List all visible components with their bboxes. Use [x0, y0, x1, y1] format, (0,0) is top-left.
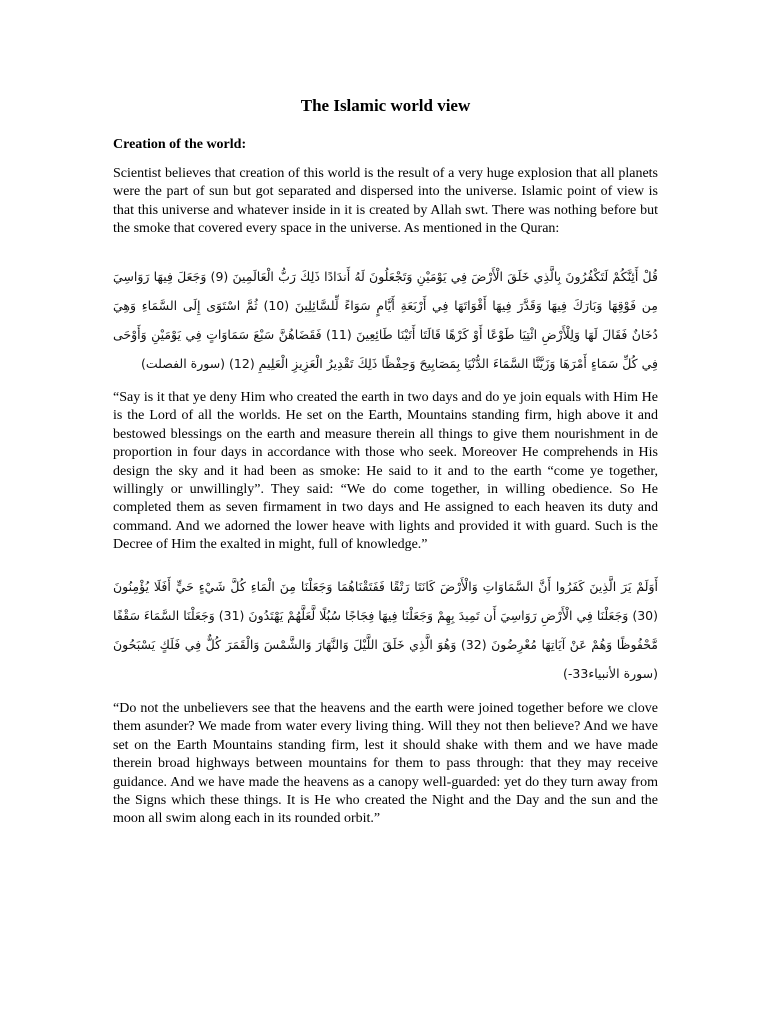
section-heading: Creation of the world: — [113, 137, 247, 152]
arabic-verse-block-2: أَوَلَمْ يَرَ الَّذِينَ كَفَرُوا أَنَّ السَّمَاوَاتِ وَالْأَرْضَ كَانَتَا رَتْقًا فَفَتَقْنَاهُمَا وَجَعَلْنَا مِنَ الْمَاءِ كُلَّ شَيْءٍ حَيٍّ أَفَلَا يُؤْمِنُونَ (30) وَجَعَلْنَا فِي الْأَرْضِ رَوَاسِيَ أَن تَمِيدَ بِهِمْ وَجَعَلْنَا فِيهَا فِجَاجًا سُبُلًا لَّعَلَّهُمْ يَهْتَدُونَ (31) وَجَعَلْنَا السَّمَاءَ سَقْفًا مَّحْفُوظًا وَهُمْ عَنْ آيَاتِهَا مُعْرِضُونَ (32) وَهُوَ الَّذِي خَلَقَ اللَّيْلَ وَالنَّهَارَ وَالشَّمْسَ وَالْقَمَرَ كُلٌّ فِي فَلَكٍ يَسْبَحُونَ (سورة الأنبياء33-) — [113, 579, 659, 681]
arabic-verse-block-1: قُلْ أَئِنَّكُمْ لَتَكْفُرُونَ بِالَّذِي خَلَقَ الْأَرْضَ فِي يَوْمَيْنِ وَتَجْعَلُونَ لَهُ أَندَادًا ذَلِكَ رَبُّ الْعَالَمِينَ (9) وَجَعَلَ فِيهَا رَوَاسِيَ مِن فَوْقِهَا وَبَارَكَ فِيهَا وَقَدَّرَ فِيهَا أَقْوَاتَهَا فِي أَرْبَعَةِ أَيَّامٍ سَوَاءً لِّلسَّائِلِينَ (10) ثُمَّ اسْتَوَى إِلَى السَّمَاءِ وَهِيَ دُخَانٌ فَقَالَ لَهَا وَلِلْأَرْضِ ائْتِيَا طَوْعًا أَوْ كَرْهًا قَالَتَا أَتَيْنَا طَائِعِينَ (11) فَقَضَاهُنَّ سَبْعَ سَمَاوَاتٍ فِي يَوْمَيْنِ وَأَوْحَى فِي كُلِّ سَمَاءٍ أَمْرَهَا وَزَيَّنَّا السَّمَاءَ الدُّنْيَا بِمَصَابِيحَ وَحِفْظًا ذَلِكَ تَقْدِيرُ الْعَزِيزِ الْعَلِيمِ (12) (سورة الفصلت) — [113, 269, 658, 371]
page-title: The Islamic world view — [300, 96, 471, 115]
translation-paragraph-1: “Say is it that ye deny Him who created the earth in two days and do ye join equals with Him He is the Lord of all the worlds. He set on the Earth, Mountains standing firm, high above it and bestowed blessings on the earth and measure therein all things to give them nourishment in de proportion in four days in accordance with those who seek. Moreover He comprehends in His design the sky and it had been as smoke: He said to it and to the earth “come ye together, willingly or unwillingly”. They said: “We do come together, in willing obedience. So He completed them as seven firmament in two days and He assigned to each heaven its duty and command. And we adorned the lower heave with lights and provided it with guard. Such is the Decree of Him the exalted in might, full of knowledge.” — [113, 390, 658, 553]
intro-paragraph: Scientist believes that creation of this world is the result of a very huge explosion that all planets were the part of sun but got separated and dispersed into the universe. Islamic point of view is that this universe and whatever inside in it is created by Allah swt. There was nothing before but the smoke that covered every space in the universe. As mentioned in the Quran: — [113, 166, 658, 237]
translation-paragraph-2: “Do not the unbelievers see that the heavens and the earth were joined together before we clove them asunder? We made from water every living thing. Will they not then believe? And we have set on the Earth Mountains standing firm, lest it should shake with them and we have made therein broad highways between mountains for them to pass through: that they may receive guidance. And we have made the heavens as a canopy well-guarded: yet do they turn away from the Signs which these things. It is He who created the Night and the Day and the sun and the moon all swim along each in its rounded orbit.” — [113, 701, 658, 827]
